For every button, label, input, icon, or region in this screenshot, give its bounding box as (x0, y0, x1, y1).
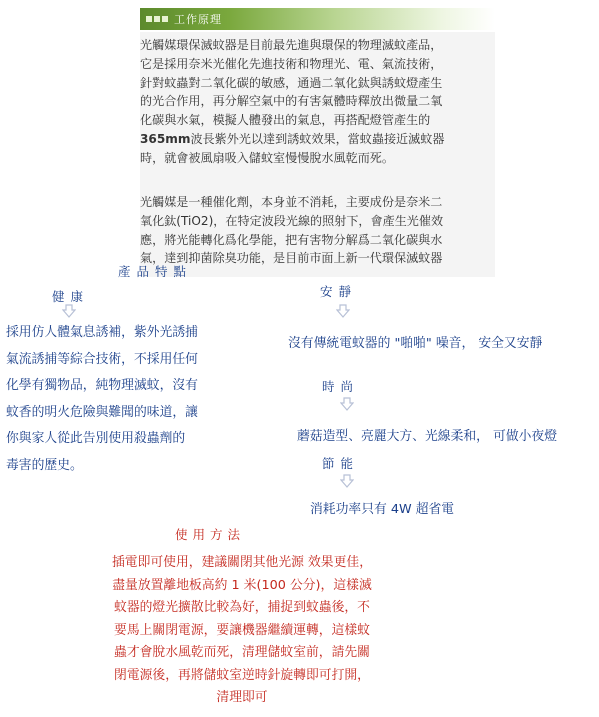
section-header-bar (140, 8, 495, 30)
usage-description: 插電即可使用，建議關閉其他光源 效果更佳， 盡量放置離地板高約 1 米(100 公分)，這樣滅 蚊器的燈光擴散比較為好，捕捉到蚊蟲後，不 要馬上關閉電源，要讓機器繼續運轉，這樣蚊 蟲才會脫水風乾而死，清理儲蚊室前，請先關 閉電源後，再將儲蚊室逆時針旋轉即可打開， 清理即可 (111, 555, 372, 705)
down-arrow-icon (340, 397, 354, 411)
description-block (140, 32, 495, 277)
energy-description: 消耗功率只有 4W 超省電 (310, 502, 455, 517)
health-title: 健康 (52, 289, 90, 304)
section-title: 工作原理 (174, 13, 222, 26)
usage-title: 使用方法 (175, 527, 246, 542)
description-paragraph-1: 光觸媒環保滅蚊器是目前最先進與環保的物理滅蚊產品， 它是採用奈米光催化先進技術和物理光、電、氣流技術， 針對蚊蟲對二氧化碳的敏感，通過二氧化鈦與誘蚊燈產生 的光合作用，再分解空氣中的有害氣體時釋放出微量二氧 化碳與水氣，模擬人體發出的氣息，再搭配燈管產生的 365mm波長紫外光以達到誘蚊效果，當蚊蟲接近滅蚊器 時，就會被風扇吸入儲蚊室慢慢脫水風乾而死。 (140, 38, 445, 165)
quiet-description: 沒有傳統電蚊器的 "啪啪" 噪音， 安全又安靜 (288, 336, 543, 351)
energy-title: 節能 (322, 456, 360, 471)
down-arrow-icon (340, 474, 354, 488)
down-arrow-icon (336, 304, 350, 318)
quiet-title: 安靜 (320, 284, 358, 299)
header-dots-icon (146, 16, 170, 22)
fashion-title: 時尚 (322, 379, 360, 394)
down-arrow-icon (62, 304, 76, 318)
product-features-title: 產品特點 (118, 264, 193, 279)
description-paragraph-2: 光觸媒是一種催化劑，本身並不消耗，主要成份是奈米二 氧化鈦(TiO2)，在特定波段光線的照射下，會產生光催效 應，將光能轉化爲化學能，把有害物分解爲二氧化碳與水 氣，達到抑菌除臭功能，是目前市面上新一代環保滅蚊器 (140, 195, 444, 266)
fashion-description: 蘑菇造型、亮麗大方、光線柔和， 可做小夜燈 (297, 429, 558, 444)
health-description: 採用仿人體氣息誘補，紫外光誘捕 氣流誘捕等綜合技術，不採用任何 化學有獨物品，純物理滅蚊，沒有 蚊香的明火危險與難聞的味道，讓 你與家人從此告別使用殺蟲劑的 毒害的歷史。 (6, 325, 198, 473)
